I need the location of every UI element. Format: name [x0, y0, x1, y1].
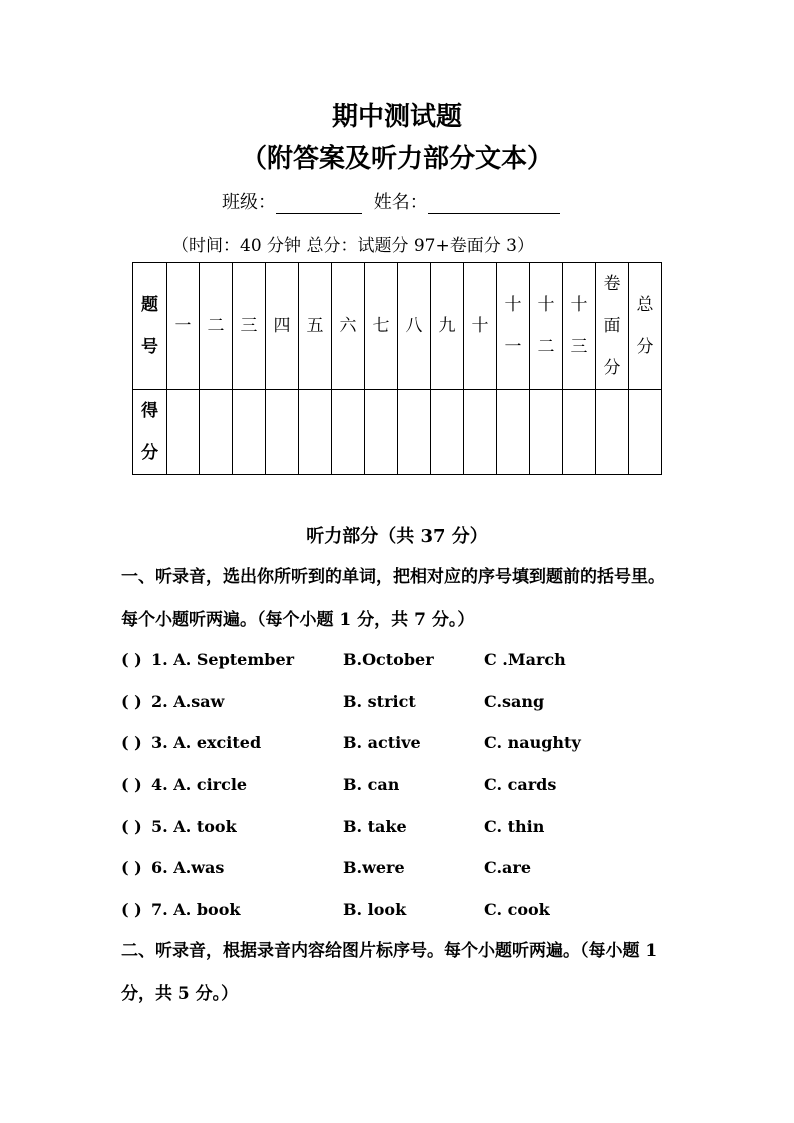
option-c: C. cook	[484, 900, 550, 919]
option-c: C .March	[484, 650, 566, 669]
option-a: 2. A.saw	[151, 692, 225, 711]
score-cell[interactable]	[200, 390, 233, 475]
answer-bracket[interactable]: ( )	[121, 775, 142, 794]
option-b: B. active	[343, 733, 421, 752]
score-table-score-row	[133, 390, 662, 475]
option-b: B. look	[343, 900, 407, 919]
score-cell[interactable]	[497, 390, 530, 475]
option-c: C. naughty	[484, 733, 581, 752]
answer-bracket[interactable]: ( )	[121, 733, 142, 752]
score-table-header-row	[133, 263, 662, 390]
column-header: 八	[398, 263, 431, 390]
score-label: 得分	[133, 390, 167, 475]
option-c: C. thin	[484, 817, 545, 836]
column-header: 卷面分	[596, 263, 629, 390]
column-header: 二	[200, 263, 233, 390]
score-cell[interactable]	[332, 390, 365, 475]
option-c: C.sang	[484, 692, 545, 711]
option-b: B.were	[343, 858, 405, 877]
column-header: 十三	[563, 263, 596, 390]
option-b: B. take	[343, 817, 407, 836]
option-b: B. strict	[343, 692, 416, 711]
part1-instruction: 一、听录音，选出你所听到的单词，把相对应的序号填到题前的括号里。每个小题听两遍。（每个小题 1 分，共 7 分。）	[121, 567, 665, 630]
column-header: 三	[233, 263, 266, 390]
score-cell[interactable]	[266, 390, 299, 475]
option-a: 3. A. excited	[151, 733, 262, 752]
score-cell[interactable]	[167, 390, 200, 475]
part2-instruction: 二、听录音，根据录音内容给图片标序号。每个小题听两遍。（每小题 1 分，共 5 分。）	[121, 941, 658, 1004]
score-cell[interactable]	[299, 390, 332, 475]
column-header: 十	[464, 263, 497, 390]
score-table	[132, 262, 662, 475]
answer-bracket[interactable]: ( )	[121, 900, 142, 919]
column-header: 总分	[629, 263, 662, 390]
answer-bracket[interactable]: ( )	[121, 858, 142, 877]
option-a: 7. A. book	[151, 900, 241, 919]
score-cell[interactable]	[431, 390, 464, 475]
listening-section-title: 听力部分（共 37 分）	[306, 526, 488, 547]
option-a: 4. A. circle	[151, 775, 248, 794]
name-blank[interactable]	[428, 195, 560, 214]
answer-bracket[interactable]: ( )	[121, 692, 142, 711]
score-cell[interactable]	[563, 390, 596, 475]
class-blank[interactable]	[276, 195, 362, 214]
score-cell[interactable]	[629, 390, 662, 475]
answer-bracket[interactable]: ( )	[121, 650, 142, 669]
option-a: 5. A. took	[151, 817, 237, 836]
option-a: 6. A.was	[151, 858, 225, 877]
score-cell[interactable]	[398, 390, 431, 475]
answer-bracket[interactable]: ( )	[121, 817, 142, 836]
name-label: 姓名：	[373, 192, 428, 213]
option-c: C.are	[484, 858, 531, 877]
column-header: 十一	[497, 263, 530, 390]
option-b: B.October	[343, 650, 434, 669]
score-cell[interactable]	[233, 390, 266, 475]
option-a: 1. A. September	[151, 650, 295, 669]
student-info-line	[222, 188, 560, 214]
class-label: 班级：	[222, 192, 276, 213]
score-cell[interactable]	[464, 390, 497, 475]
column-header: 四	[266, 263, 299, 390]
column-header: 一	[167, 263, 200, 390]
score-cell[interactable]	[596, 390, 629, 475]
column-header: 十二	[530, 263, 563, 390]
column-header: 九	[431, 263, 464, 390]
page-subtitle: （附答案及听力部分文本）	[240, 144, 553, 174]
column-header: 七	[365, 263, 398, 390]
column-header: 六	[332, 263, 365, 390]
question-number-label: 题号	[133, 263, 167, 390]
score-cell[interactable]	[365, 390, 398, 475]
column-header: 五	[299, 263, 332, 390]
option-c: C. cards	[484, 775, 557, 794]
exam-info: （时间：40 分钟 总分：试题分 97+卷面分 3）	[172, 236, 534, 256]
option-b: B. can	[343, 775, 400, 794]
page-title: 期中测试题	[331, 102, 462, 132]
score-cell[interactable]	[530, 390, 563, 475]
